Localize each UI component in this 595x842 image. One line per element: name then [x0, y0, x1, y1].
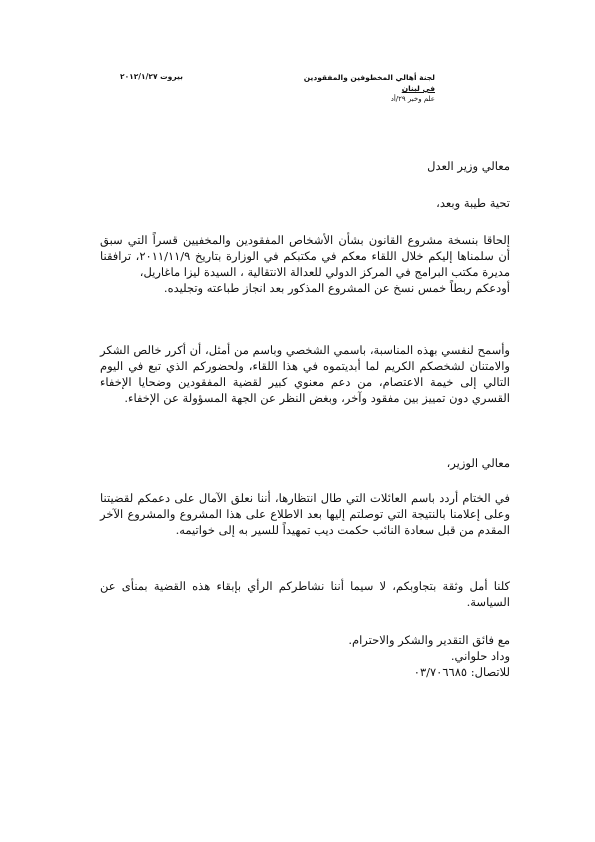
- paragraph-2: [100, 342, 510, 406]
- greeting-line: [100, 195, 510, 211]
- paragraph-1: [100, 232, 510, 296]
- paragraph-3: [100, 490, 510, 538]
- salutation-2-line: [100, 455, 510, 471]
- signature-name: وداد حلواني.: [450, 649, 510, 663]
- recipient: معالي وزير العدل: [427, 159, 510, 173]
- paragraph-4-text: كلنا أمل وثقة بتجاوبكم، لا سيما أننا نشاطركم الرأي بإبقاء هذه القضية بمنأى عن السياسة.: [100, 579, 510, 609]
- paragraph-1-text: إلحاقا بنسخة مشروع القانون بشأن الأشخاص المفقودين والمخفيين قسراً التي سبق أن سلمناها إليكم خلال اللقاء معكم في مكتبكم في الوزارة بتاريخ ٢٠١١/١١/٩، ترافقنا مديرة مكتب البرامج في المركز الدولي للعدالة الانتقالية ، السيدة ليزا ماغاريل،: [100, 233, 510, 279]
- closing-block: [100, 632, 510, 680]
- paragraph-1-continuation: أودعكم ربطاً خمس نسخ عن المشروع المذكور بعد انجاز طباعته وتجليده.: [163, 281, 510, 295]
- recipient-line: [100, 158, 510, 174]
- paragraph-2-text: وأسمح لنفسي بهذه المناسبة، باسمي الشخصي وباسم من أمثل، أن أكرر خالص الشكر والامتنان لشخصكم الكريم لما أبديتموه في هذا اللقاء، ولحضوركم الذي تبع في اليوم التالي إلى خيمة الاعتصام، من دعم معنوي كبير لقضية المفقودين وضحايا الإخفاء القسري دون تمييز بين مفقود وآخر، وبغض النظر عن الجهة المسؤولة عن الإخفاء.: [100, 343, 510, 405]
- paragraph-3-text: في الختام أردد باسم العائلات التي طال انتظارها، أننا نعلق الآمال على دعمكم لقضيتنا وعلى إعلامنا بالنتيجة التي توصلتم إليها بعد الاطلاع على هذا المشروع والمشروع الآخر المقدم من قبل سعادة النائب حكمت ديب تمهيداً للسير به إلى خواتيمه.: [100, 491, 510, 537]
- organization-name: لجنة أهالي المخطوفين والمفقودين: [303, 73, 435, 82]
- paragraph-4: [100, 578, 510, 610]
- organization-location: في لبنان: [401, 84, 435, 93]
- letter-date: بيروت ٢٠١٢/١/٢٧: [120, 72, 183, 81]
- closing: مع فائق التقدير والشكر والاحترام.: [348, 633, 510, 647]
- registration-reference: علم وخبر ٢٩/أد: [390, 95, 435, 103]
- salutation-2: معالي الوزير،: [446, 456, 510, 470]
- greeting: تحية طيبة وبعد،: [436, 196, 510, 210]
- organization-header: [295, 72, 435, 105]
- contact-phone: للاتصال: ٠٣/٧٠٦٦٨٥: [413, 665, 510, 679]
